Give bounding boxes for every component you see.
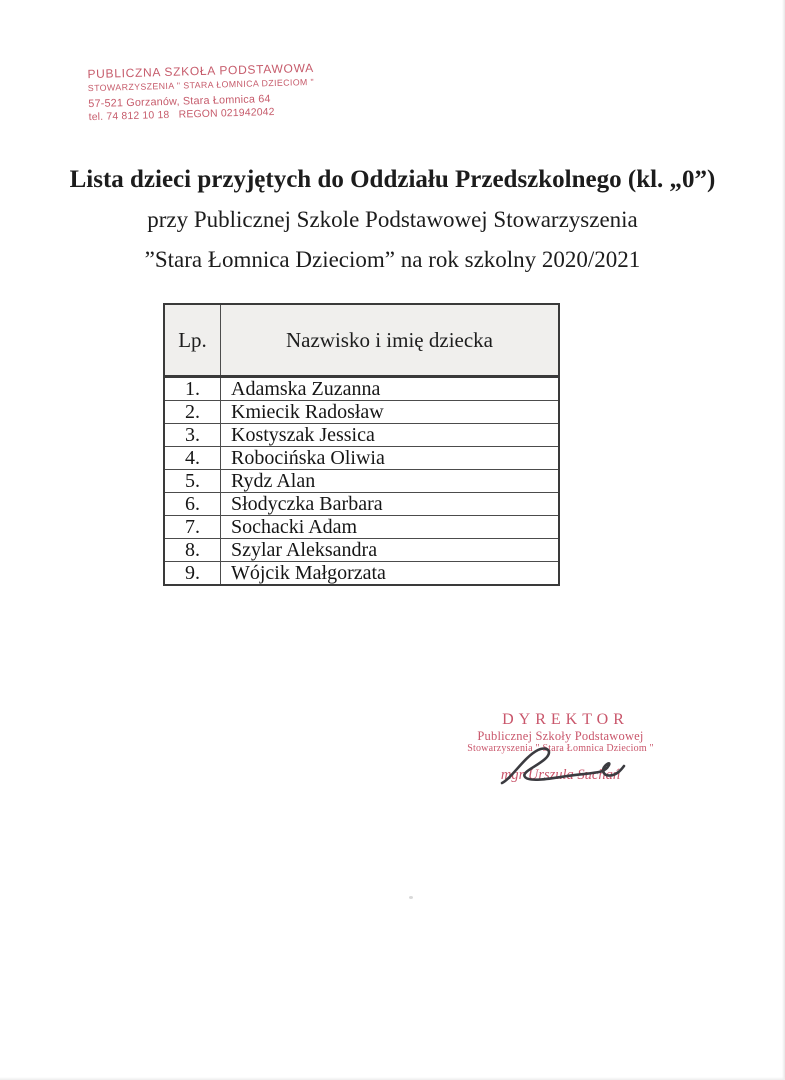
- table-header: [164, 304, 559, 377]
- table-row: [164, 401, 559, 424]
- child-name: Wójcik Małgorzata: [221, 562, 560, 586]
- document-title-line-2: przy Publicznej Szkole Podstawowej Stowarzyszenia: [147, 207, 638, 232]
- header-lp: Lp.: [164, 304, 221, 377]
- child-name: Szylar Aleksandra: [221, 539, 560, 562]
- child-name: Słodyczka Barbara: [221, 493, 560, 516]
- stamp-school-name: PUBLICZNA SZKOŁA PODSTAWOWA: [87, 60, 315, 82]
- director-stamp-title: DYREKTOR: [502, 711, 629, 728]
- row-number: 4.: [164, 447, 221, 470]
- admission-list-table: [163, 303, 560, 586]
- director-stamp-association-line: Stowarzyszenia " Stara Łomnica Dzieciom ": [467, 743, 654, 754]
- stamp-association-name: STOWARZYSZENIA " STARA ŁOMNICA DZIECIOM ": [87, 76, 315, 94]
- child-name: Kostyszak Jessica: [221, 424, 560, 447]
- row-number: 7.: [164, 516, 221, 539]
- table-row: [164, 539, 559, 562]
- table-row: [164, 516, 559, 539]
- child-name: Robocińska Oliwia: [221, 447, 560, 470]
- table-header-row: [164, 304, 559, 377]
- table-row: [164, 377, 559, 401]
- row-number: 6.: [164, 493, 221, 516]
- row-number: 5.: [164, 470, 221, 493]
- child-name: Rydz Alan: [221, 470, 560, 493]
- director-signer-name: mgr Urszula Suchań: [500, 767, 621, 783]
- document-title-line-3: ”Stara Łomnica Dzieciom” na rok szkolny 2020/2021: [144, 247, 641, 272]
- school-address-stamp: [87, 61, 315, 123]
- child-name: Adamska Zuzanna: [221, 377, 560, 401]
- child-name: Sochacki Adam: [221, 516, 560, 539]
- stamp-address: 57-521 Gorzanów, Stara Łomnica 64: [88, 93, 271, 111]
- row-number: 3.: [164, 424, 221, 447]
- table-row: [164, 470, 559, 493]
- row-number: 1.: [164, 377, 221, 401]
- child-name: Kmiecik Radosław: [221, 401, 560, 424]
- handwritten-signature: [496, 745, 626, 789]
- header-child-name: Nazwisko i imię dziecka: [221, 304, 560, 377]
- table-body: [164, 377, 559, 586]
- row-number: 8.: [164, 539, 221, 562]
- stamp-phone-regon: tel. 74 812 10 18 REGON 021942042: [88, 106, 275, 124]
- document-title-line-1: Lista dzieci przyjętych do Oddziału Przedszkolnego (kl. „0”): [69, 166, 716, 193]
- row-number: 9.: [164, 562, 221, 586]
- scan-artifact-dot: [409, 896, 413, 899]
- table-row: [164, 493, 559, 516]
- director-stamp-school-line: Publicznej Szkoły Podstawowej: [477, 729, 644, 743]
- table-row: [164, 447, 559, 470]
- table-row: [164, 424, 559, 447]
- table-row: [164, 562, 559, 586]
- row-number: 2.: [164, 401, 221, 424]
